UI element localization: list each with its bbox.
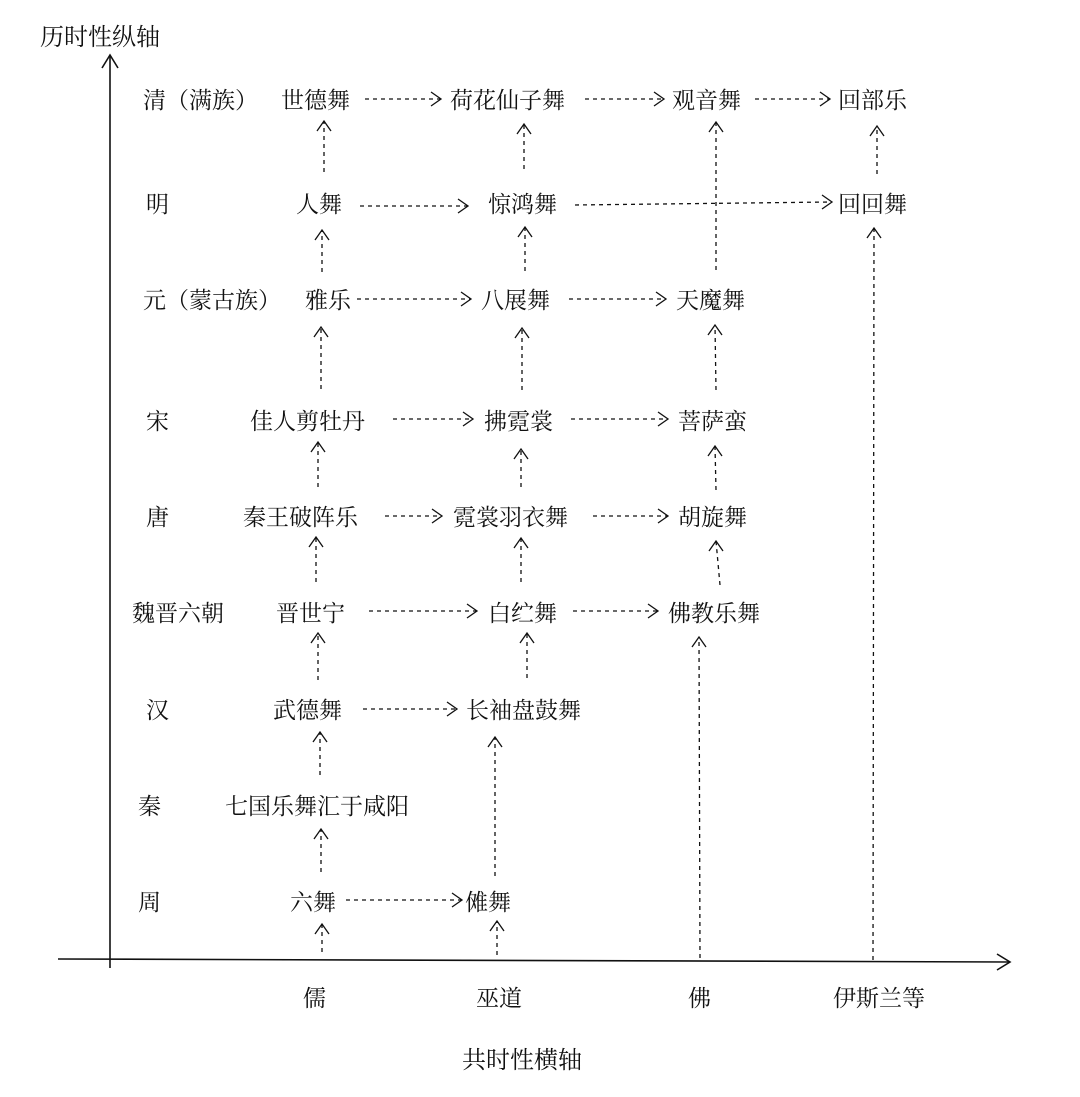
period-label-tang: 唐: [146, 505, 169, 531]
dance-label: 武德舞: [273, 698, 342, 724]
dance-label: 傩舞: [465, 890, 511, 916]
dashed-arrow: [716, 541, 720, 585]
dance-label: 长袖盘鼓舞: [466, 698, 581, 724]
horizontal-axis: [58, 959, 1010, 962]
vertical-arrows-buddhist: [692, 122, 723, 958]
dance-label: 拂霓裳: [484, 409, 553, 435]
dance-label: 秦王破阵乐: [243, 505, 358, 531]
period-label-song: 宋: [146, 409, 169, 435]
period-label-zhou: 周: [138, 890, 161, 916]
dance-label: 七国乐舞汇于咸阳: [225, 794, 409, 820]
period-label-yuan: 元（蒙古族）: [143, 288, 281, 314]
dashed-arrow: [873, 228, 874, 960]
dance-label: 荷花仙子舞: [450, 88, 565, 114]
dance-label: 霓裳羽衣舞: [453, 505, 568, 531]
dance-labels: [225, 88, 908, 916]
dashed-arrow: [575, 202, 831, 205]
vertical-arrows-confucian: [309, 121, 331, 952]
dance-label: 人舞: [296, 192, 342, 218]
period-label-qing: 清（满族）: [143, 88, 258, 114]
dance-label: 佳人剪牡丹: [250, 409, 365, 435]
dance-label: 回回舞: [838, 192, 907, 218]
horizontal-arrows: [346, 92, 832, 907]
column-label-wudao: 巫道: [476, 986, 522, 1012]
column-label-islam: 伊斯兰等: [833, 986, 925, 1012]
dance-label: 回部乐: [838, 88, 907, 114]
dance-label: 雅乐: [305, 288, 351, 314]
dance-label: 天魔舞: [676, 288, 745, 314]
horizontal-axis-title: 共时性横轴: [462, 1046, 582, 1074]
column-label-confucian: 儒: [303, 986, 326, 1012]
dance-label: 八展舞: [481, 288, 550, 314]
dance-label: 佛教乐舞: [668, 601, 760, 627]
dance-label: 白纻舞: [488, 601, 557, 627]
dance-label: 六舞: [290, 890, 336, 916]
dashed-arrow: [715, 325, 716, 390]
dance-label: 世德舞: [281, 88, 350, 114]
vertical-arrows-wudao: [488, 124, 534, 955]
dance-label: 胡旋舞: [678, 505, 747, 531]
column-labels: [303, 986, 925, 1012]
period-label-han: 汉: [146, 698, 169, 724]
dance-label: 菩萨蛮: [678, 409, 747, 435]
period-label-ming: 明: [146, 192, 169, 218]
dashed-arrow: [715, 446, 716, 490]
dance-label: 惊鸿舞: [488, 192, 557, 218]
dashed-arrow: [699, 637, 700, 958]
period-label-wei-jin: 魏晋六朝: [132, 601, 224, 627]
period-label-qin: 秦: [138, 794, 161, 820]
period-labels: [132, 88, 281, 916]
dance-label: 晋世宁: [276, 601, 345, 627]
dance-label: 观音舞: [672, 88, 741, 114]
column-label-buddhist: 佛: [688, 986, 711, 1012]
vertical-arrows-islam: [867, 126, 884, 960]
vertical-axis-title: 历时性纵轴: [40, 23, 160, 51]
